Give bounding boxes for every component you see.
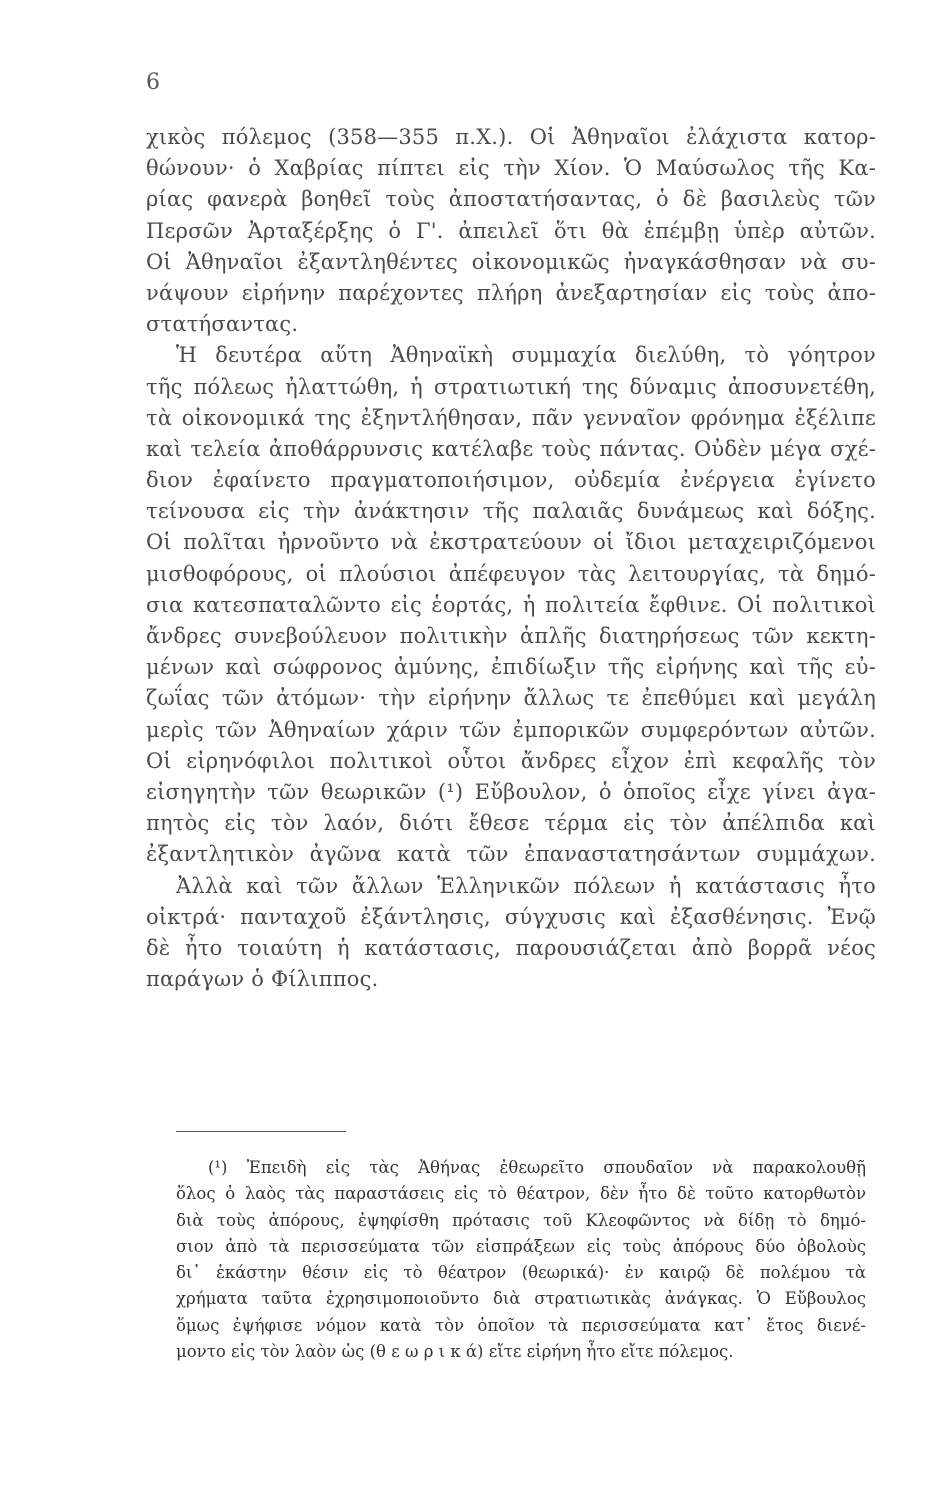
- body-line: τῆς πόλεως ἠλαττώθη, ἡ στρατιωτική της δύναμις ἀποσυνετέθη,: [146, 374, 876, 399]
- paragraph-start-line: Ἀλλὰ καὶ τῶν ἄλλων Ἑλληνικῶν πόλεων ἡ κατάστασις ἦτο: [176, 873, 876, 898]
- footnote-text: [176, 1155, 866, 1365]
- body-line: πητὸς εἰς τὸν λαόν, διότι ἔθεσε τέρμα εἰς τὸν ἀπέλπιδα καὶ: [146, 811, 876, 836]
- paragraph-start-line: Ἡ δευτέρα αὕτη Ἀθηναϊκὴ συμμαχία διελύθη, τὸ γόητρον: [176, 343, 876, 368]
- footnote-line: δι᾽ ἑκάστην θέσιν εἰς τὸ θέατρον (θεωρικά)· ἐν καιρῷ δὲ πολέμου τὰ: [176, 1263, 866, 1283]
- body-line: δὲ ἦτο τοιαύτη ἡ κατάστασις, παρουσιάζεται ἀπὸ βορρᾶ νέος: [146, 935, 876, 960]
- body-line: ζωΐας τῶν ἀτόμων· τὴν εἰρήνην ἄλλως τε ἐπεθύμει καὶ μεγάλη: [146, 686, 876, 711]
- body-line: οἰκτρά· πανταχοῦ ἐξάντλησις, σύγχυσις καὶ ἐξασθένησις. Ἐνῷ: [146, 904, 876, 929]
- body-line: τείνουσα εἰς τὴν ἀνάκτησιν τῆς παλαιᾶς δυνάμεως καὶ δόξης.: [146, 499, 876, 524]
- footnote-line: διὰ τοὺς ἀπόρους, ἐψηφίσθη πρότασις τοῦ Κλεοφῶντος νὰ δίδῃ τὸ δημό-: [176, 1210, 866, 1230]
- body-line: διον ἐφαίνετο πραγματοποιήσιμον, οὐδεμία ἐνέργεια ἐγίνετο: [146, 468, 876, 493]
- footnote-divider: [176, 1131, 346, 1132]
- footnote-line: (¹) Ἐπειδὴ εἰς τὰς Ἀθήνας ἐθεωρεῖτο σπουδαῖον νὰ παρακολουθῇ: [208, 1158, 866, 1177]
- footnote-line: ὅλος ὁ λαὸς τὰς παραστάσεις εἰς τὸ θέατρον, δὲν ἦτο δὲ τοῦτο κατορθωτὸν: [176, 1184, 866, 1204]
- body-line: ἐξαντλητικὸν ἀγῶνα κατὰ τῶν ἐπαναστατησάντων συμμάχων.: [146, 842, 876, 867]
- body-line: καὶ τελεία ἀποθάρρυνσις κατέλαβε τοὺς πάντας. Οὐδὲν μέγα σχέ-: [146, 436, 876, 461]
- body-line: παράγων ὁ Φίλιππος.: [146, 967, 379, 992]
- body-line: Περσῶν Ἀρταξέρξης ὁ Γ'. ἀπειλεῖ ὅτι θὰ ἐπέμβῃ ὑπὲρ αὐτῶν.: [146, 218, 876, 243]
- footnote-line: σιον ἀπὸ τὰ περισσεύματα τῶν εἰσπράξεων εἰς τοὺς ἀπόρους δύο ὀβολοὺς: [176, 1236, 866, 1256]
- body-line: εἰσηγητὴν τῶν θεωρικῶν (¹) Εὔβουλον, ὁ ὁποῖος εἶχε γίνει ἀγα-: [146, 779, 876, 804]
- body-line: Οἱ πολῖται ἠρνοῦντο νὰ ἐκστρατεύουν οἱ ἴδιοι μεταχειριζόμενοι: [146, 530, 876, 555]
- footnote-line: ὅμως ἐψήφισε νόμον κατὰ τὸν ὁποῖον τὰ περισσεύματα κατ᾽ ἔτος διενέ-: [176, 1315, 866, 1335]
- body-text: [146, 122, 876, 995]
- body-line: Οἱ Ἀθηναῖοι ἐξαντληθέντες οἰκονομικῶς ἠναγκάσθησαν νὰ συ-: [146, 249, 876, 274]
- body-line: μένων καὶ σώφρονος ἀμύνης, ἐπιδίωξιν τῆς εἰρήνης καὶ τῆς εὐ-: [146, 655, 876, 680]
- body-line: ἄνδρες συνεβούλευον πολιτικὴν ἁπλῆς διατηρήσεως τῶν κεκτη-: [146, 624, 876, 648]
- body-line: σια κατεσπαταλῶντο εἰς ἑορτάς, ἡ πολιτεία ἔφθινε. Οἱ πολιτικοὶ: [146, 592, 876, 617]
- body-line: στατήσαντας.: [146, 312, 299, 337]
- body-line: μισθοφόρους, οἱ πλούσιοι ἀπέφευγον τὰς λειτουργίας, τὰ δημό-: [146, 561, 876, 586]
- footnote-line: μοντο εἰς τὸν λαὸν ὡς (θ ε ω ρ ι κ ά) εἴτε εἰρήνη ἦτο εἴτε πόλεμος.: [176, 1342, 734, 1362]
- page-number: 6: [146, 70, 160, 95]
- body-line: χικὸς πόλεμος (358—355 π.Χ.). Οἱ Ἀθηναῖοι ἐλάχιστα κατορ-: [146, 125, 876, 149]
- body-line: τὰ οἰκονομικά της ἐξηντλήθησαν, πᾶν γενναῖον φρόνημα ἐξέλιπε: [146, 405, 876, 430]
- body-line: μερὶς τῶν Ἀθηναίων χάριν τῶν ἐμπορικῶν συμφερόντων αὐτῶν.: [146, 717, 876, 742]
- footnote-line: χρήματα ταῦτα ἐχρησιμοποιοῦντο διὰ στρατιωτικὰς ἀνάγκας. Ὁ Εὔβουλος: [176, 1289, 866, 1309]
- body-line: νάψουν εἰρήνην παρέχοντες πλήρη ἀνεξαρτησίαν εἰς τοὺς ἀπο-: [146, 280, 876, 305]
- body-line: θώνουν· ὁ Χαβρίας πίπτει εἰς τὴν Χίον. Ὁ Μαύσωλος τῆς Κα-: [146, 156, 876, 181]
- body-line: ρίας φανερὰ βοηθεῖ τοὺς ἀποστατήσαντας, ὁ δὲ βασιλεὺς τῶν: [146, 187, 876, 212]
- body-line: Οἱ εἰρηνόφιλοι πολιτικοὶ οὗτοι ἄνδρες εἶχον ἐπὶ κεφαλῆς τὸν: [146, 748, 876, 773]
